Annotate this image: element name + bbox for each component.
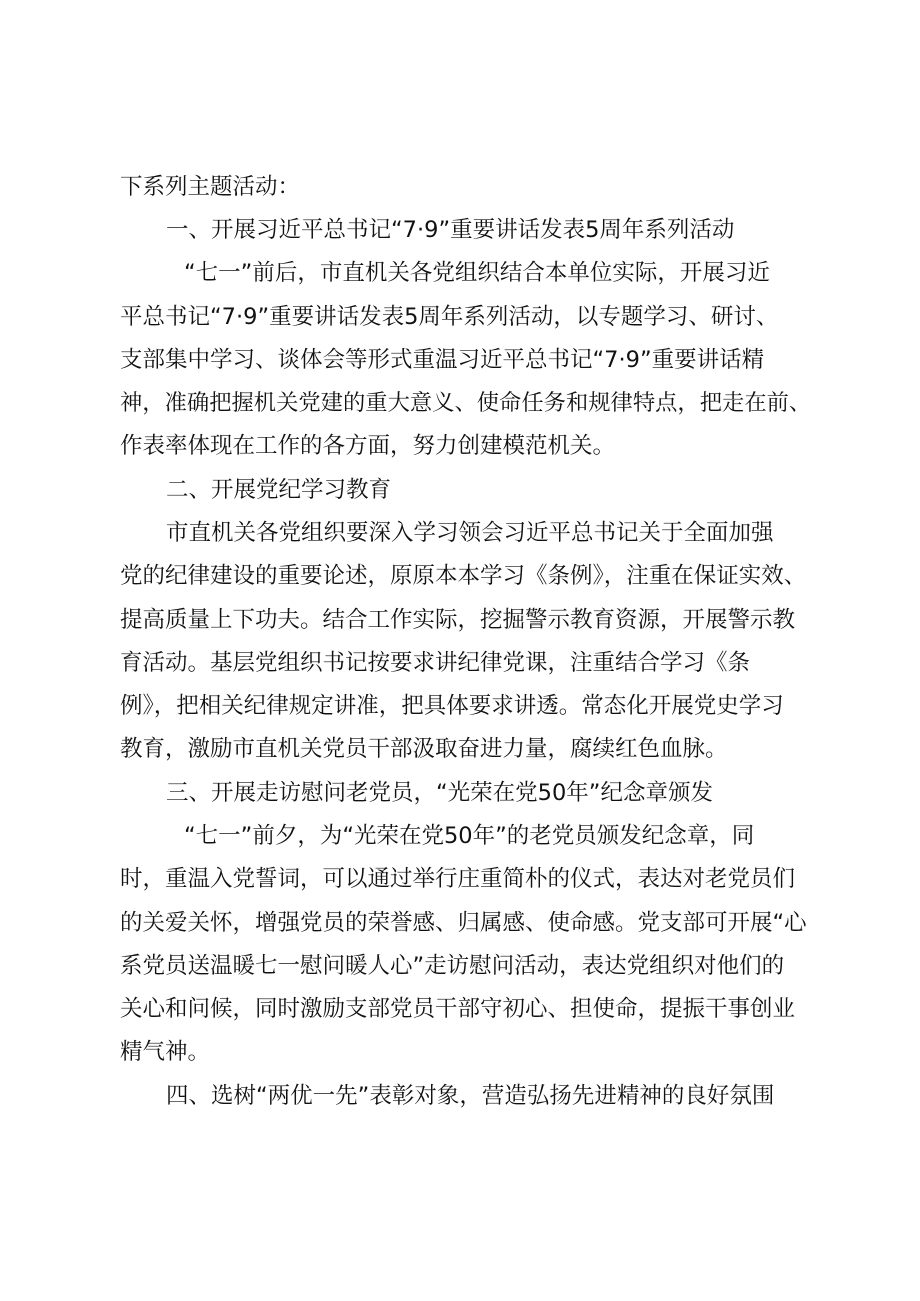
text-line: 时，重温入党誓词，可以通过举行庄重简朴的仪式，表达对老党员们 — [120, 866, 796, 892]
text-line: 育活动。基层党组织书记按要求讲纪律党课，注重结合学习《条 — [120, 650, 751, 676]
text-line: 平总书记“7·9”重要讲话发表5周年系列活动，以专题学习、研讨、 — [120, 304, 779, 330]
section-heading-3: 三、开展走访慰问老党员，“光荣在党50年”纪念章颁发 — [166, 780, 713, 806]
section-heading-1: 一、开展习近平总书记“7·9”重要讲话发表5周年系列活动 — [166, 217, 735, 243]
text-line: 支部集中学习、谈体会等形式重温习近平总书记“7·9”重要讲话精 — [120, 347, 765, 373]
text-line: 的关爱关怀，增强党员的荣誉感、归属感、使命感。党支部可开展“心 — [120, 910, 807, 936]
text-line: 神，准确把握机关党建的重大意义、使命任务和规律特点，把走在前、 — [120, 390, 812, 416]
section-heading-2: 二、开展党纪学习教育 — [166, 477, 392, 503]
text-line: 精气神。 — [120, 1039, 211, 1065]
text-line: 系党员送温暖七一慰问暖人心”走访慰问活动，表达党组织对他们的 — [120, 953, 785, 979]
section-heading-4: 四、选树“两优一先”表彰对象，营造弘扬先进精神的良好氛围 — [166, 1083, 775, 1109]
text-line: 党的纪律建设的重要论述，原原本本学习《条例》，注重在保证实效、 — [120, 563, 807, 589]
text-line: 教育，激励市直机关党员干部汲取奋进力量，腐续红色血脉。 — [120, 736, 728, 762]
text-line: 市直机关各党组织要深入学习领会习近平总书记关于全面加强 — [166, 520, 774, 546]
text-line: “七一”前后，市直机关各党组织结合本单位实际，开展习近 — [184, 260, 770, 286]
text-line: 例》，把相关纪律规定讲准，把具体要求讲透。常态化开展党史学习 — [120, 693, 784, 719]
text-line: 下系列主题活动： — [120, 174, 301, 200]
text-line: 关心和问候，同时激励支部党员干部守初心、担使命，提振干事创业 — [120, 996, 796, 1022]
text-line: “七一”前夕，为“光荣在党50年”的老党员颁发纪念章，同 — [184, 823, 755, 849]
text-line: 提高质量上下功夫。结合工作实际，挖掘警示教育资源，开展警示教 — [120, 607, 796, 633]
text-line: 作表率体现在工作的各方面，努力创建模范机关。 — [120, 433, 616, 459]
